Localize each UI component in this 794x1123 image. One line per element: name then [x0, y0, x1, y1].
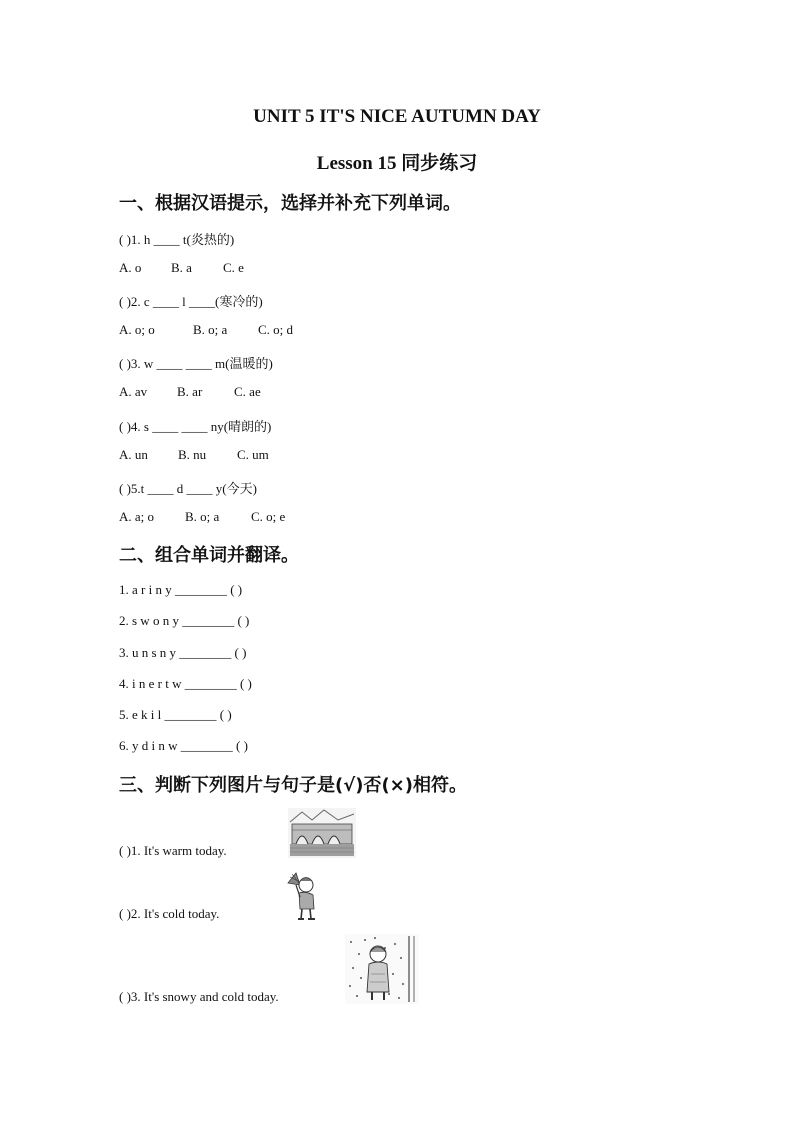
option-a: A. un — [119, 447, 148, 462]
word-item-2: 2. s w o n y ________ ( ) — [119, 613, 250, 628]
option-b: B. nu — [178, 447, 207, 462]
question-5-options — [119, 509, 285, 525]
judge-item-2: ( )2. It's cold today. — [119, 906, 220, 921]
option-b: B. ar — [177, 384, 203, 399]
child-in-snow-picture — [345, 934, 419, 1004]
question-2-options — [119, 322, 293, 338]
word-item-4: 4. i n e r t w ________ ( ) — [119, 676, 252, 691]
option-b: B. a — [171, 260, 192, 275]
section-3-heading: 三、判断下列图片与句子是(√)否(×)相符。 — [119, 775, 467, 796]
option-a: A. a; o — [119, 509, 155, 524]
question-2: ( )2. c ____ l ____(寒冷的) — [119, 294, 263, 309]
option-a: A. o — [119, 260, 142, 275]
question-4-options — [119, 447, 269, 463]
option-b: B. o; a — [185, 509, 220, 524]
word-item-1: 1. a r i n y ________ ( ) — [119, 582, 243, 597]
option-b: B. o; a — [193, 322, 228, 337]
question-4: ( )4. s ____ ____ ny(晴朗的) — [119, 419, 272, 434]
lesson-subtitle: Lesson 15 同步练习 — [316, 153, 478, 174]
word-item-5: 5. e k i l ________ ( ) — [119, 707, 232, 722]
option-c: C. um — [237, 447, 269, 462]
question-3: ( )3. w ____ ____ m(温暖的) — [119, 356, 273, 371]
city-scene-picture — [288, 808, 356, 858]
unit-title: UNIT 5 IT'S NICE AUTUMN DAY — [253, 106, 541, 127]
option-a: A. av — [119, 384, 148, 399]
option-c: C. o; d — [258, 322, 294, 337]
option-c: C. e — [223, 260, 244, 275]
option-c: C. ae — [234, 384, 261, 399]
section-1-heading: 一、根据汉语提示，选择并补充下列单词。 — [119, 193, 461, 214]
option-c: C. o; e — [251, 509, 286, 524]
question-5: ( )5.t ____ d ____ y(今天) — [119, 481, 257, 496]
section-2-heading: 二、组合单词并翻译。 — [119, 545, 299, 566]
judge-item-3: ( )3. It's snowy and cold today. — [119, 989, 279, 1004]
word-item-6: 6. y d i n w ________ ( ) — [119, 738, 248, 753]
option-a: A. o; o — [119, 322, 155, 337]
word-item-3: 3. u n s n y ________ ( ) — [119, 645, 247, 660]
question-3-options — [119, 384, 261, 400]
child-with-fan-picture — [284, 871, 324, 923]
judge-item-1: ( )1. It's warm today. — [119, 843, 227, 858]
question-1-options — [119, 260, 244, 276]
question-1: ( )1. h ____ t(炎热的) — [119, 232, 235, 247]
